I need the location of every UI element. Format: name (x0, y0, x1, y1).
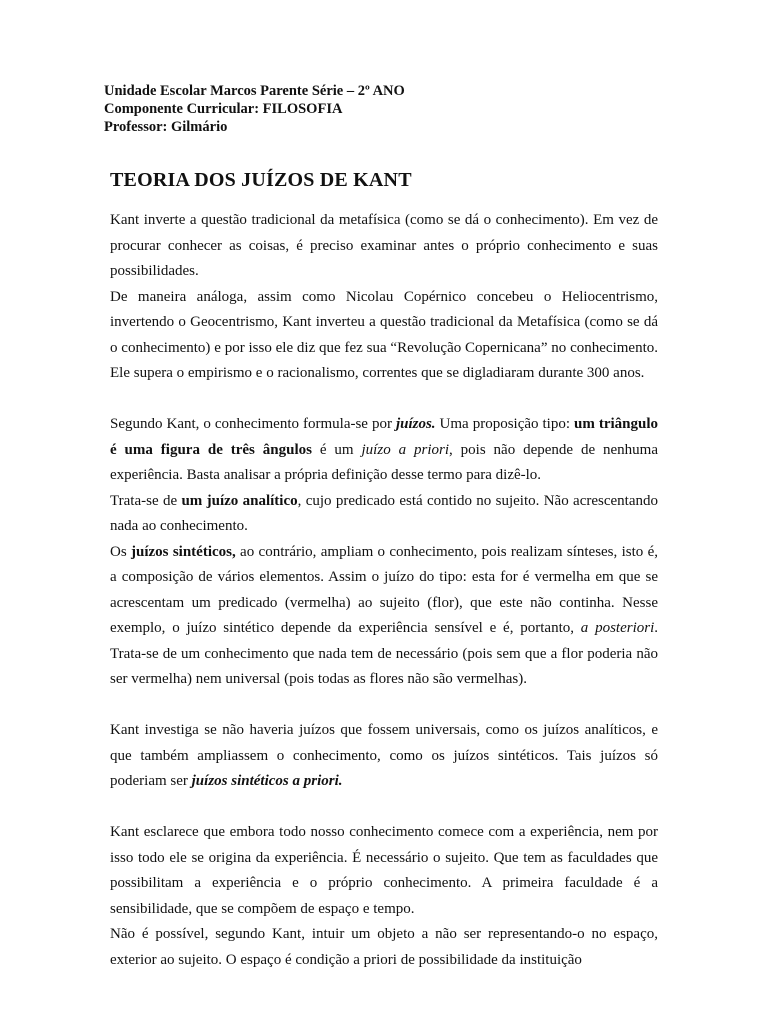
header-teacher-line: Professor: Gilmário (104, 119, 228, 135)
emphasis-synthetic-a-priori: juízos sintéticos a priori. (191, 773, 343, 789)
document-header (104, 82, 405, 136)
paragraph-8: Não é possível, segundo Kant, intuir um objeto a não ser representando-o no espaço, exterior ao sujeito. O espaço é condição a priori de possibilidade da instituição (110, 926, 658, 968)
paragraph-5 (110, 540, 658, 693)
emphasis-synthetic-judgments: juízos sintéticos, (131, 543, 236, 560)
paragraph-4 (110, 489, 658, 540)
emphasis-judgments: juízos. (395, 416, 436, 432)
text-span: é um (311, 441, 362, 458)
emphasis-analytic-judgment: um juízo analítico (181, 492, 298, 509)
header-subject-line: Componente Curricular: FILOSOFIA (104, 101, 343, 117)
document-title: TEORIA DOS JUÍZOS DE KANT (110, 169, 412, 191)
paragraph-2: De maneira análoga, assim como Nicolau Copérnico concebeu o Heliocentrismo, invertendo o Geocentrismo, Kant inverteu a questão tradicional da Metafísica (como se dá o conhecimento) e por isso ele diz que fez sua “Revolução Copernicana” no conhecimento. Ele supera o empirismo e o racionalismo, correntes que se digladiaram durante 300 anos. (110, 288, 658, 381)
header-school-line: Unidade Escolar Marcos Parente Série – 2º ANO (104, 83, 405, 99)
emphasis-triangle-example: um triângulo é uma figura de três ângulos (110, 416, 658, 458)
text-span: ao contrário, ampliam o conhecimento, pois realizam sínteses, isto é, a composição de vários elementos. Assim o juízo do tipo: esta for é vermelha em que se acrescentam um predicado (vermelha) ao sujeito (flor), que este não continha. Nesse exemplo, o juízo sintético depende da experiência sensível e é, portanto, (110, 543, 658, 636)
text-span: . Trata-se de um conhecimento que nada tem de necessário (pois sem que a flor poderia não ser vermelha) nem universal (pois todas as flores não são vermelhas). (110, 620, 658, 687)
document-body (110, 208, 658, 973)
paragraph-3 (110, 412, 658, 489)
text-span: Os (110, 543, 131, 560)
paragraph-6 (110, 718, 658, 795)
text-span: , cujo predicado está contido no sujeito. Não acrescentando nada ao conhecimento. (110, 492, 658, 534)
text-span: Trata-se de (110, 492, 182, 509)
paragraph-1: Kant inverte a questão tradicional da metafísica (como se dá o conhecimento). Em vez de procurar conhecer as coisas, é preciso examinar antes o próprio conhecimento e suas possibilidades. (110, 212, 658, 279)
emphasis-a-priori: juízo a priori (361, 441, 449, 458)
emphasis-a-posteriori: a posteriori (580, 620, 655, 636)
paragraph-7: Kant esclarece que embora todo nosso conhecimento comece com a experiência, nem por isso todo ele se origina da experiência. É necessário o sujeito. Que tem as faculdades que possibilitam a experiência e o próprio conhecimento. A primeira faculdade é a sensibilidade, que se compõem de espaço e tempo. (110, 824, 658, 917)
text-span: , pois não depende de nenhuma experiência. Basta analisar a própria definição desse termo para dizê-lo. (110, 441, 659, 483)
text-span: Uma proposição tipo: (435, 416, 574, 432)
text-span: Kant investiga se não haveria juízos que fossem universais, como os juízos analíticos, e que também ampliassem o conhecimento, como os juízos sintéticos. Tais juízos só poderiam ser (110, 722, 658, 789)
text-span: Segundo Kant, o conhecimento formula-se por (110, 416, 396, 432)
